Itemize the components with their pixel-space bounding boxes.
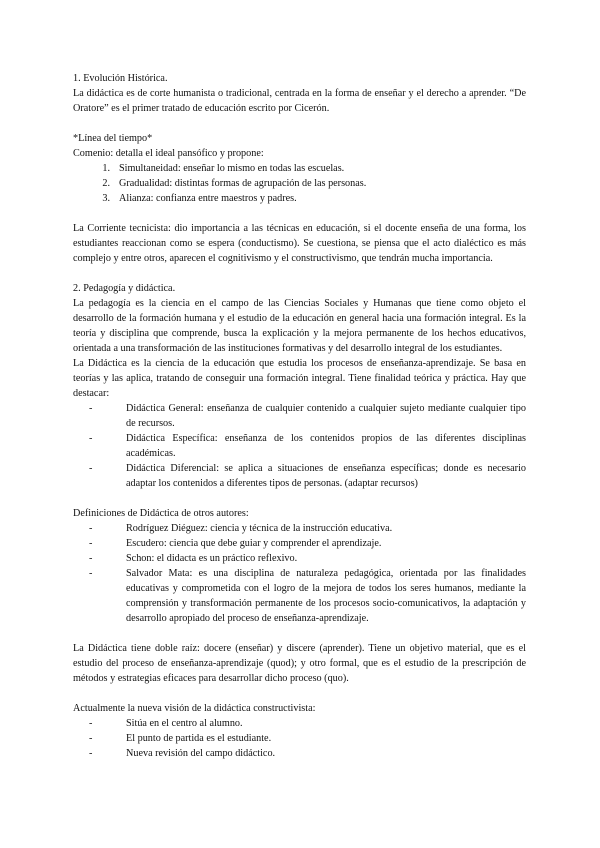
list-marker: - [89,538,93,549]
list-marker: - [89,733,93,744]
list-item [73,161,526,176]
comenio-list [73,161,526,206]
list-item [73,191,526,206]
list-item [73,431,526,461]
list-item-text: Salvador Mata: es una disciplina de naturaleza pedagógica, orientada por las finalidades educativas y comprometida con el logro de la mejora de todos los seres humanos, mediante la comprensión y transformación permanente de los procesos socio-comunicativos, la adaptación y desarrollo apropiado del proceso de enseñanza-aprendizaje. [126,568,526,624]
list-item [73,536,526,551]
didactica-types-list [73,401,526,491]
list-marker: - [89,718,93,729]
list-item-text: Escudero: ciencia que debe guiar y comprender el aprendizaje. [126,538,382,549]
list-marker: 1. [102,163,110,174]
didactica-paragraph: La Didáctica es la ciencia de la educación que estudia los procesos de enseñanza-aprendizaje. Se basa en teorías y las aplica, tratando de conseguir una formación integral. Tiene finalidad teórica y práctica. Hay que destacar: [73,358,526,399]
list-marker: 3. [102,193,110,204]
list-item-text: Rodríguez Diéguez: ciencia y técnica de la instrucción educativa. [126,523,393,534]
pedagogia-paragraph: La pedagogía es la ciencia en el campo de las Ciencias Sociales y Humanas que tiene como objeto el desarrollo de la formación humana y el estudio de la educación en general hacia una formación integral. Es la teoría y disciplina que comprende, busca la explicación y la mejora permanente de los hechos educativos, orientada a una transformación de las instituciones formativas y del desarrollo integral de los estudiantes. [73,298,526,354]
list-marker: - [89,748,93,759]
list-item [73,566,526,626]
list-item [73,746,526,761]
list-marker: - [89,433,93,444]
definitions-list [73,521,526,626]
list-item-text: Alianza: confianza entre maestros y padres. [119,193,297,204]
list-marker: - [89,463,93,474]
list-marker: - [89,553,93,564]
section1-heading: 1. Evolución Histórica. [73,73,168,84]
definitions-intro: Definiciones de Didáctica de otros autores: [73,508,249,519]
actual-list [73,716,526,761]
list-item [73,716,526,731]
list-item-text: Didáctica General: enseñanza de cualquier contenido a cualquier sujeto mediante cualquier tipo de recursos. [126,403,526,429]
list-item-text: Schon: el didacta es un práctico reflexivo. [126,553,298,564]
tecnicista-paragraph: La Corriente tecnicista: dio importancia a las técnicas en educación, si el docente enseña de una forma, los estudiantes reaccionan como se espera (conductismo). Se cuestiona, se piensa que el acto dialéctico es más complejo y entre otros, aparecen el cognitivismo y el constructivismo, que tendrán mucha importancia. [73,223,526,264]
list-item [73,461,526,491]
comenio-intro: Comenio: detalla el ideal pansófico y propone: [73,148,264,159]
section1-paragraph: La didáctica es de corte humanista o tradicional, centrada en la forma de enseñar y el derecho a aprender. “De Oratore” es el primer tratado de educación escrito por Cicerón. [73,88,526,114]
list-item [73,401,526,431]
list-item-text: Gradualidad: distintas formas de agrupación de las personas. [119,178,367,189]
list-marker: 2. [102,178,110,189]
list-item [73,176,526,191]
actual-intro: Actualmente la nueva visión de la didáctica constructivista: [73,703,316,714]
timeline-label: *Línea del tiempo* [73,133,153,144]
list-marker: - [89,403,93,414]
list-item-text: Nueva revisión del campo didáctico. [126,748,276,759]
list-item [73,551,526,566]
list-marker: - [89,568,93,579]
section2-heading: 2. Pedagogía y didáctica. [73,283,176,294]
list-item-text: Sitúa en el centro al alumno. [126,718,243,729]
list-item [73,731,526,746]
list-item-text: El punto de partida es el estudiante. [126,733,272,744]
list-item-text: Simultaneidad: enseñar lo mismo en todas las escuelas. [119,163,345,174]
list-item-text: Didáctica Diferencial: se aplica a situaciones de enseñanza específicas; donde es necesario adaptar los contenidos a diferentes tipos de personas. (adaptar recursos) [126,463,526,489]
doble-raiz-paragraph: La Didáctica tiene doble raíz: docere (enseñar) y discere (aprender). Tiene un objetivo material, que es el estudio del proceso de enseñanza-aprendizaje (quod); y otro formal, que es el estudio de la prescripción de métodos y estrategias eficaces para desarrollar dicho proceso (quo). [73,643,526,684]
list-marker: - [89,523,93,534]
list-item-text: Didáctica Específica: enseñanza de los contenidos propios de las diferentes disciplinas académicas. [126,433,526,459]
list-item [73,521,526,536]
